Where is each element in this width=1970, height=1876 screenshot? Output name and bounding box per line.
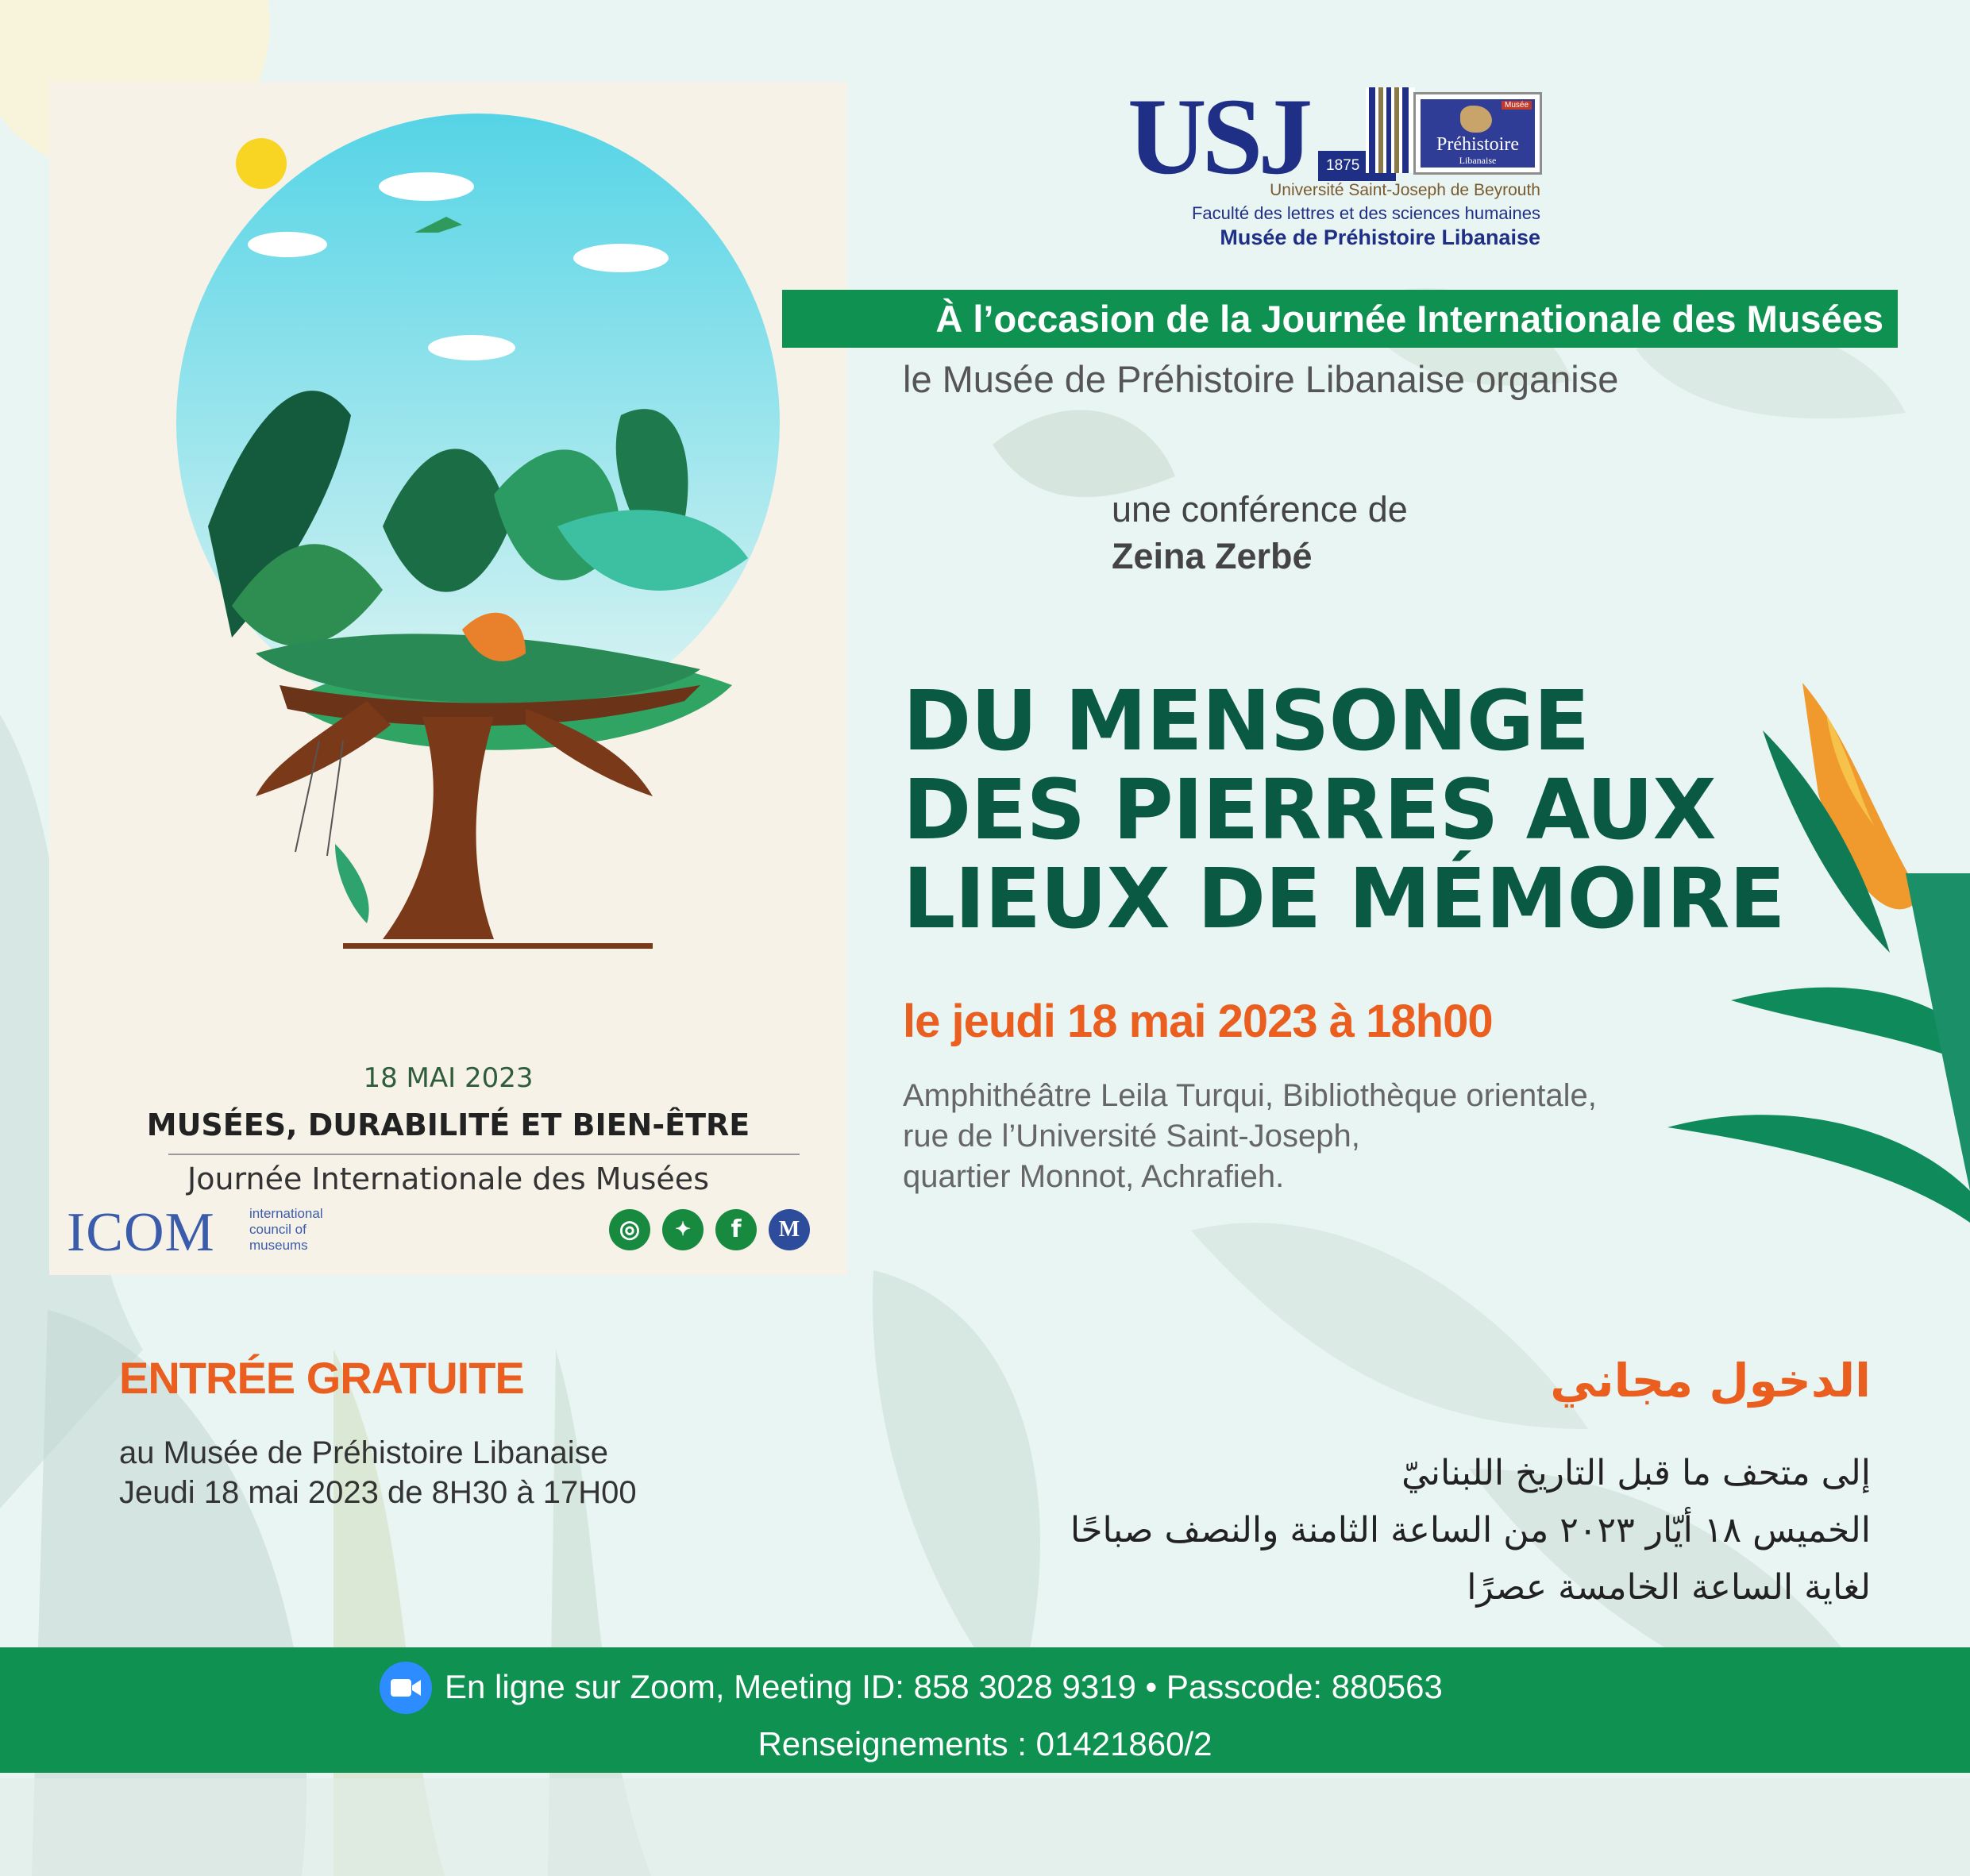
- venue-line: quartier Monnot, Achrafieh.: [903, 1159, 1285, 1194]
- university-name: Université Saint-Joseph de Beyrouth: [1270, 181, 1540, 199]
- usj-year-badge: 1875: [1318, 151, 1396, 181]
- imd-poster: [49, 82, 847, 1275]
- museum-name: Musée de Préhistoire Libanaise: [1220, 225, 1540, 249]
- title-line: LIEUX DE MÉMOIRE: [903, 850, 1785, 947]
- venue-address: [903, 1076, 1597, 1197]
- museum-badge: [1413, 92, 1542, 175]
- icom-subtitle: international council of museums: [249, 1206, 323, 1253]
- usj-wordmark: USJ: [1128, 75, 1309, 197]
- occasion-banner: [782, 290, 1898, 348]
- sun-icon: [236, 138, 287, 189]
- conference-title: [903, 672, 1935, 947]
- instagram-icon: ◎: [609, 1209, 650, 1250]
- free-entry-details: [119, 1433, 637, 1512]
- hand-axe-icon: [1460, 106, 1492, 133]
- zoom-icon: [380, 1662, 432, 1714]
- poster-day-name: Journée Internationale des Musées: [187, 1161, 709, 1196]
- free-entry-line: au Musée de Préhistoire Libanaise: [119, 1435, 608, 1470]
- title-line: DES PIERRES AUX: [903, 761, 1716, 858]
- arabic-free-entry-details: [1070, 1445, 1871, 1616]
- free-entry-title: ENTRÉE GRATUITE: [119, 1353, 524, 1403]
- icom-logo: [67, 1193, 321, 1265]
- venue-line: Amphithéâtre Leila Turqui, Bibliothèque orientale,: [903, 1078, 1597, 1113]
- poster-divider: [168, 1154, 800, 1155]
- usj-pillars-icon: [1366, 87, 1415, 173]
- arabic-free-entry-title: الدخول مجاني: [1550, 1354, 1871, 1408]
- museum-badge-sub: Libanaise: [1459, 155, 1497, 166]
- usj-logo-block: [1128, 75, 1556, 262]
- organiser-line: le Musée de Préhistoire Libanaise organise: [903, 358, 1619, 400]
- title-line: DU MENSONGE: [903, 672, 1590, 769]
- museum-badge-title: Préhistoire: [1436, 134, 1519, 155]
- zoom-meeting-info[interactable]: En ligne sur Zoom, Meeting ID: 858 3028 9319 • Passcode: 880563: [445, 1668, 1443, 1705]
- faculty-name: Faculté des lettres et des sciences humaines: [1191, 203, 1540, 223]
- tree-illustration: [49, 82, 847, 1050]
- free-entry-line: Jeudi 18 mai 2023 de 8H30 à 17H00: [119, 1475, 637, 1510]
- venue-line: rue de l’Université Saint-Joseph,: [903, 1119, 1360, 1154]
- conference-datetime: le jeudi 18 mai 2023 à 18h00: [903, 996, 1493, 1047]
- footer-banner: [0, 1647, 1970, 1773]
- icom-wordmark: ICOM: [67, 1202, 215, 1263]
- twitter-icon: ✦: [662, 1209, 704, 1250]
- contact-info: Renseignements : 01421860/2: [758, 1725, 1212, 1762]
- occasion-text: À l’occasion de la Journée Internationale des Musées: [935, 298, 1883, 340]
- facebook-icon: f: [715, 1209, 757, 1250]
- arabic-line: إلى متحف ما قبل التاريخ اللبنانيّ: [1401, 1453, 1871, 1493]
- conference-intro: une conférence de: [1112, 489, 1408, 530]
- museum-badge-top: Musée: [1502, 101, 1532, 110]
- arabic-line: الخميس ١٨ أيّار ٢٠٢٣ من الساعة الثامنة والنصف صباحًا: [1070, 1510, 1871, 1550]
- speaker-name: Zeina Zerbé: [1112, 536, 1313, 576]
- poster-theme: MUSÉES, DURABILITÉ ET BIEN-ÊTRE: [146, 1107, 750, 1142]
- arabic-line: لغاية الساعة الخامسة عصرًا: [1467, 1567, 1871, 1608]
- icom-m-icon: M: [769, 1209, 810, 1250]
- poster-date: 18 MAI 2023: [363, 1062, 534, 1094]
